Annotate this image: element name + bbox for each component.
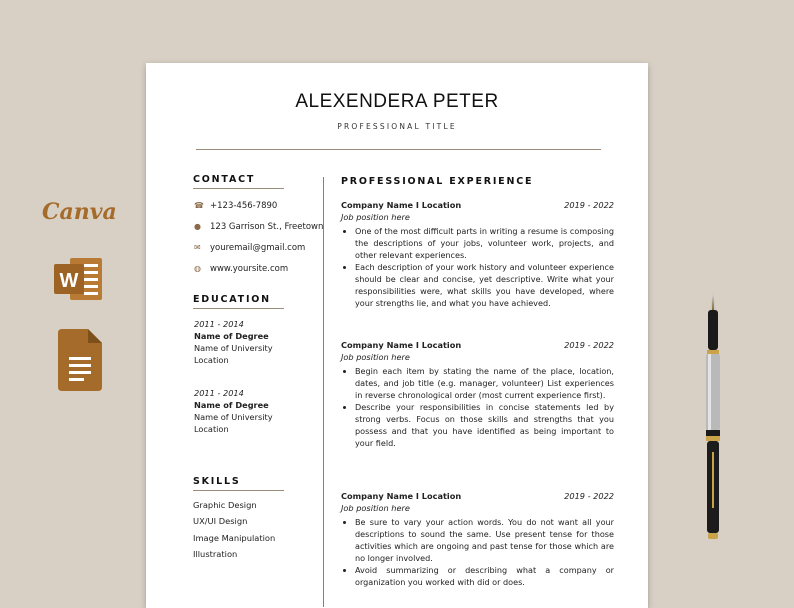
job-bullet: • Avoid summarizing or describing what a company or organization you worked with did or does. xyxy=(355,564,614,588)
job-years: 2019 - 2022 xyxy=(564,340,614,350)
google-docs-icon xyxy=(58,329,104,391)
candidate-name: ALEXENDERA PETER xyxy=(295,91,499,112)
contact-website: ◍ www.yoursite.com xyxy=(194,264,289,274)
job-position: Job position here xyxy=(341,503,410,513)
contact-underline xyxy=(193,188,284,189)
job-entry xyxy=(341,200,614,309)
column-divider xyxy=(323,177,324,607)
header-divider xyxy=(196,149,601,150)
job-company: Company Name I Location xyxy=(341,200,462,210)
skill-item: UX/UI Design xyxy=(193,516,248,526)
job-company: Company Name I Location xyxy=(341,340,462,350)
education-underline xyxy=(193,308,284,309)
skill-item: Image Manipulation xyxy=(193,533,276,543)
skills-heading: SKILLS xyxy=(193,476,241,487)
location-icon: ● xyxy=(194,222,201,231)
email-icon: ✉ xyxy=(194,243,201,252)
job-bullet: • Be sure to vary your action words. You do not want all your descriptions to sound the same. Use present tense for those activities which are ongoing and past tense for those which are no longer involved. xyxy=(355,516,614,564)
education-heading: EDUCATION xyxy=(193,294,271,305)
phone-icon: ☎ xyxy=(194,201,204,210)
job-position: Job position here xyxy=(341,352,410,362)
job-years: 2019 - 2022 xyxy=(564,491,614,501)
job-position: Job position here xyxy=(341,212,410,222)
contact-heading: CONTACT xyxy=(193,174,256,185)
resume-page xyxy=(146,63,648,608)
job-entry xyxy=(341,491,614,588)
skills-underline xyxy=(193,490,284,491)
job-entry xyxy=(341,340,614,449)
job-company: Company Name I Location xyxy=(341,491,462,501)
education-entry: 2011 - 2014 Name of Degree Name of University Location xyxy=(194,388,273,434)
contact-address: ● 123 Garrison St., Freetown xyxy=(194,222,324,232)
contact-phone: ☎ +123-456-7890 xyxy=(194,201,278,211)
professional-title: PROFESSIONAL TITLE xyxy=(337,122,457,131)
experience-heading: PROFESSIONAL EXPERIENCE xyxy=(341,176,534,187)
fountain-pen-icon xyxy=(703,292,723,546)
word-icon xyxy=(54,256,104,302)
job-bullet: • One of the most difficult parts in writing a resume is composing the descriptions of your jobs, volunteer work, projects, and other relevant experiences. xyxy=(355,225,614,261)
job-years: 2019 - 2022 xyxy=(564,200,614,210)
globe-icon: ◍ xyxy=(194,264,201,273)
job-bullet: • Begin each item by stating the name of the place, location, dates, and job title (e.g. manager, volunteer) List experiences in reverse chronological order (most current experience first). xyxy=(355,365,614,401)
job-bullet: • Describe your responsibilities in concise statements led by strong verbs. Focus on those skills and strengths that you possess and that you have identified as being important to your field. xyxy=(355,401,614,449)
word-letter: W xyxy=(59,270,79,292)
skill-item: Illustration xyxy=(193,549,238,559)
education-entry: 2011 - 2014 Name of Degree Name of University Location xyxy=(194,319,273,365)
canva-logo: Canva xyxy=(42,199,117,225)
contact-email: ✉ youremail@gmail.com xyxy=(194,243,306,253)
skill-item: Graphic Design xyxy=(193,500,257,510)
job-bullet: • Each description of your work history and volunteer experience should be clear and concise, yet descriptive. Write what your responsibilities were, what skills you have developed, where your strengths lie, and what you have achieved. xyxy=(355,261,614,309)
